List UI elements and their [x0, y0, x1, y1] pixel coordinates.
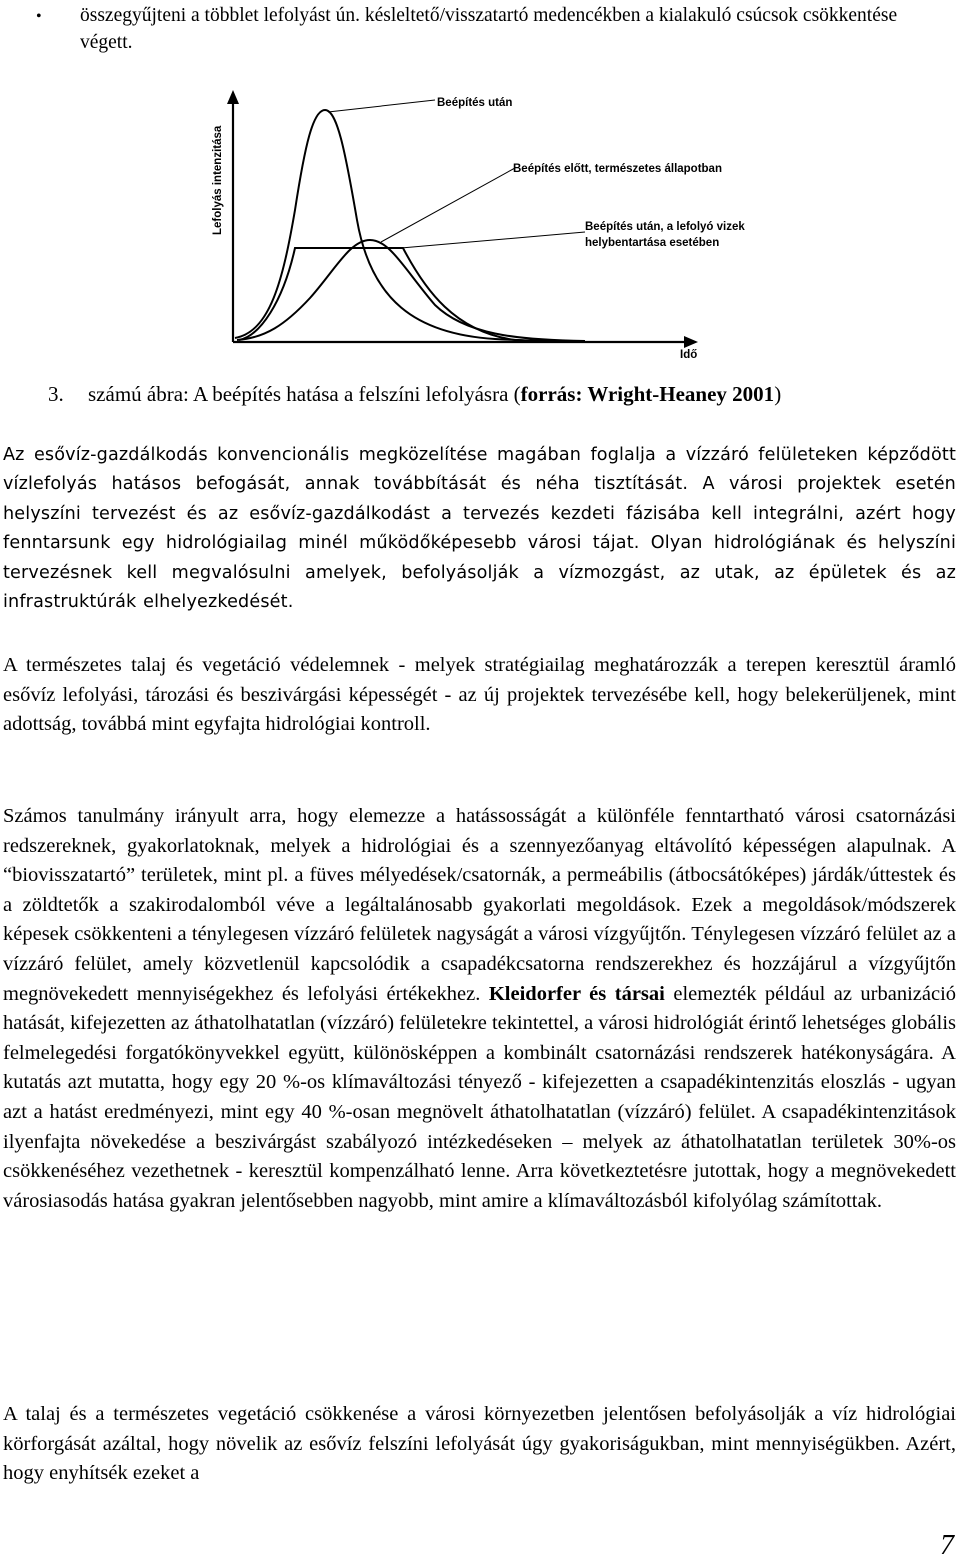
y-axis-label: Lefolyás intenzitása: [212, 125, 224, 235]
curve-retention: [239, 248, 585, 341]
curve-before-development: [237, 240, 585, 341]
paragraph-4: A talaj és a természetes vegetáció csökkenése a városi környezetben jelentősen befolyásolják a víz hidrológiai körforgását azáltal, hogy növelik az esővíz felszíni lefolyását úgy gyakoriságukban, mint mennyiségükben. Azért, hogy enyhítsék ezeket a: [3, 1403, 956, 1485]
caption-number: 3.: [48, 382, 64, 406]
curve-label-retention-2: helybentartása esetében: [585, 237, 720, 249]
curve-label-retention-1: Beépítés után, a lefolyó vizek: [585, 221, 745, 233]
x-axis-label: Idő: [680, 349, 698, 361]
paragraph-3-authors: Kleidorfer és társai: [488, 982, 665, 1005]
curve-label-before: Beépítés előtt, természetes állapotban: [513, 163, 722, 175]
pointer-line-2: [381, 168, 515, 242]
runoff-diagram: [195, 70, 755, 365]
paragraph-2: A természetes talaj és vegetáció védelemnek - melyek stratégiailag meghatározzák a terepen keresztül áramló esővíz lefolyási, tározási és beszivárgási képességét - az új projektek tervezésébe kell, hogy belekerüljenek, mint adottság, továbbá mint egyfajta hidrológiai kontroll.: [3, 654, 956, 736]
bullet-icon: •: [36, 8, 42, 25]
y-axis-arrow: [227, 90, 239, 104]
runoff-figure: [195, 70, 755, 365]
caption-text-after: ): [774, 382, 782, 406]
caption-source: forrás: Wright-Heaney 2001: [520, 382, 775, 406]
paragraph-1: Az esővíz-gazdálkodás konvencionális megközelítése magában foglalja a vízzáró felületeken képződött vízlefolyás hatásos befogását, annak továbbítását és néha tisztítását. A városi projektek esetén helyszíni tervezést és az esővíz-gazdálkodást a tervezés kezdeti fázisába kell integrálni, azért hogy fenntarsunk egy hidrológiailag minél működőképesebb városi tájat. Olyan hidrológiának és helyszíni tervezésnek kell megvalósulni amelyek, befolyásolják a vízmozgást, az utak, az épületek és az infrastruktúrák elhelyezkedését.: [3, 445, 956, 613]
page-number: 7: [940, 1530, 954, 1561]
caption-text-before: számú ábra: A beépítés hatása a felszíni lefolyásra (: [88, 382, 521, 406]
x-axis-arrow: [684, 336, 698, 348]
curve-label-after: Beépítés után: [437, 97, 513, 109]
paragraph-3: [3, 802, 956, 1216]
paragraph-3-part-b: elemezték például az urbanizáció hatását, kifejezetten az áthatolhatatlan (vízzáró) felületekre tekintettel, a városi hidrológiát érintő lehetséges globális felmelegedési forgatókönyvekkel együtt, különösképpen a kombinált csatornázási rendszerek hatékonyságára. A kutatás azt mutatta, hogy egy 20 %-os klímaváltozási tényező - kifejezetten a csapadékintenzitás eloszlás - ugyan azt a hatást eredményezi, mint egy 40 %-osan megnövelt áthatolhatatlan (vízzáró) felület. A csapadékintenzitások ilyenfajta növekedése a beszivárgást szabályozó intézkedéseken – melyek az áthatolhatatlan területek 30%-os csökkenéséhez vezethetnek - keresztül kompenzálható lenne. Arra következtetésre jutottak, hogy a megnövekedett városiasodás hatása gyakran jelentősebben nagyobb, mint amire a klímaváltozásból kifolyólag számítottak.: [3, 982, 957, 1212]
caption-text: [88, 380, 781, 408]
bullet-text: összegyűjteni a többlet lefolyást ún. késleltető/visszatartó medencékben a kialakuló csúcsok csökkentése végett.: [80, 5, 898, 53]
pointer-line-3: [401, 232, 585, 248]
pointer-line-1: [328, 100, 435, 112]
paragraph-3-part-a: Számos tanulmány irányult arra, hogy elemezze a hatássosságát a különféle fenntartható városi csatornázási redszereknek, gyakorlatoknak, melyek a hidrológiai és a szennyezőanyag eltávolító képességen alapulnak. A “biovisszatartó” területek, mint pl. a füves mélyedések/csatornák, a permeábilis (átbocsátóképes) járdák/úttestek és a zöldtetők a szakirodalomból véve a legáltalánosabb gyakorlati megoldások. Ezek a megoldások/módszerek képesek csökkenteni a ténylegesen vízzáró felületek nagyságát a városi vízgyűjtőn. Ténylegesen vízzáró felület az a vízzáró felület, amely közvetlenül kapcsolódik a csapadékcsatorna rendszerekhez és hozzájárul a vízgyűjtőn megnövekedett mennyiségekhez és lefolyási értékekhez.: [3, 805, 956, 1005]
